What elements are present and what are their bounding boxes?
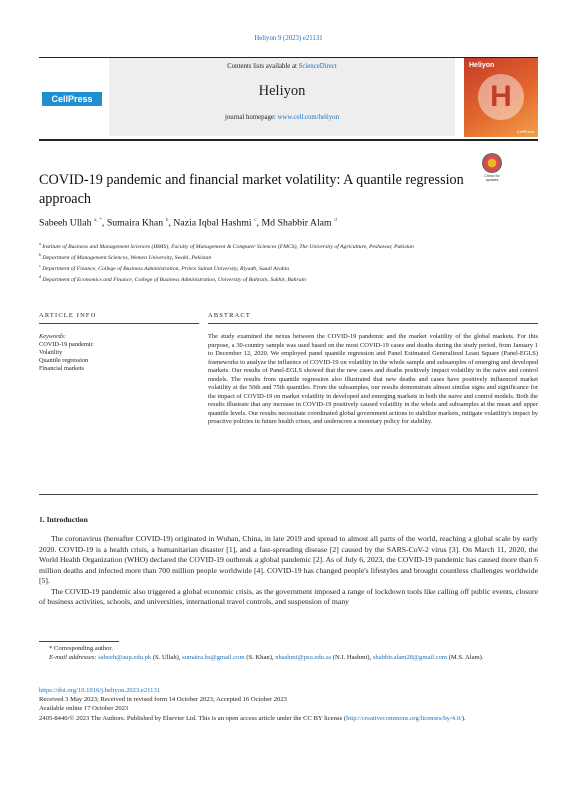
check-for-updates-button[interactable] — [478, 153, 506, 185]
affiliation-item: $^d$ Department of Economics and Finance, College of Business Administration, University of Bahrain, Sakhir, Bahrain — [39, 273, 306, 283]
received-dates: Received 3 May 2023; Received in revised form 14 October 2023; Accepted 16 October 2023 — [39, 696, 287, 704]
sciencedirect-link[interactable]: ScienceDirect — [298, 63, 337, 70]
abstract-rule — [208, 323, 538, 324]
journal-title: Heliyon — [258, 83, 306, 99]
keyword: COVID-19 pandemic — [39, 341, 94, 348]
journal-homepage: journal homepage: www.cell.com/heliyon — [225, 114, 339, 121]
available-online: Available online 17 October 2023 — [39, 705, 129, 713]
author-list: Sabeeh Ullah $^{a, *}$, Sumaira Khan $^b$, Nazia Iqbal Hashmi $^c$, Md Shabbir Alam $^d$ — [39, 217, 337, 229]
cover-footer: CellPress — [516, 129, 534, 134]
author-name[interactable]: Sumaira Khan — [106, 217, 164, 229]
article-title: COVID-19 pandemic and financial market volatility: A quantile regression approach — [39, 172, 464, 207]
keyword: Volatility — [39, 349, 63, 356]
cellpress-logo — [39, 62, 105, 135]
abstract-heading: ABSTRACT — [208, 312, 251, 319]
author-affil-sup[interactable]: a, * — [93, 217, 102, 223]
email-link[interactable]: nhashmi@psu.edu.sa — [275, 654, 332, 661]
bibliographic-info — [39, 686, 538, 723]
keyword: Financial markets — [39, 365, 84, 372]
author-name[interactable]: Nazia Iqbal Hashmi — [173, 217, 252, 229]
author-affil-sup[interactable]: b — [165, 217, 169, 223]
email-link[interactable]: sabeeh@aup.edu.pk — [98, 654, 152, 661]
cover-title: Heliyon — [469, 62, 495, 69]
keywords-label: Keywords: — [39, 333, 67, 340]
abstract-bottom-rule — [39, 494, 538, 495]
email-addresses: E-mail addresses: sabeeh@aup.edu.pk (S. Ullah), sumaira.bs@gmail.com (S. Khan), nhashmi@psu.edu.sa (N.I. Hashmi), shabbir.alam28@gmail.com (M.S. Alam). — [49, 654, 484, 661]
intro-paragraph: The COVID-19 pandemic also triggered a global economic crisis, as the government imposed a range of lockdown tools like calling off public events, closure of business activities, schools, and universities, international travel controls, and suspension of many — [39, 586, 538, 606]
article-info-rule — [39, 323, 199, 324]
corresponding-author-note: * Corresponding author. — [49, 645, 113, 652]
article-info-heading: ARTICLE INFO — [39, 312, 97, 319]
affiliation-item: $^b$ Department of Management Sciences, Women University, Swabi, Pakistan — [39, 251, 212, 261]
contents-availability: Contents lists available at ScienceDirect — [227, 63, 337, 70]
footnote-rule — [39, 641, 119, 642]
author-affil-sup[interactable]: c — [254, 217, 257, 223]
cover-letter: H — [490, 80, 512, 113]
author-name[interactable]: Sabeeh Ullah — [39, 217, 92, 229]
affiliation-item: $^a$ Institute of Business and Management Sciences (IBMS), Faculty of Management & Computer Sciences (FMCS), The University of Agriculture, Peshawar, Pakistan — [39, 241, 414, 250]
affiliation-item: $^c$ Department of Finance, College of Business Administration, Prince Sultan University, Riyadh, Saudi Arabia — [39, 262, 290, 272]
license-statement: 2405-8440/© 2023 The Authors. Published by Elsevier Ltd. This is an open access article under the CC BY license (http://creativecommons.org/licenses/by/4.0/). — [39, 714, 466, 722]
check-updates-icon — [482, 153, 502, 173]
keywords-block — [39, 333, 93, 373]
license-link[interactable]: http://creativecommons.org/licenses/by/4.0/ — [346, 714, 462, 722]
introduction-heading: 1. Introduction — [39, 515, 88, 524]
author-name[interactable]: Md Shabbir Alam — [261, 217, 332, 229]
footnotes — [39, 644, 538, 662]
cellpress-badge: CellPress — [42, 92, 102, 106]
masthead-bottom-rule — [39, 139, 538, 141]
email-link[interactable]: sumaira.bs@gmail.com — [182, 654, 245, 661]
email-link[interactable]: shabbir.alam28@gmail.com — [372, 654, 448, 661]
journal-reference[interactable]: Heliyon 9 (2023) e21131 — [254, 35, 323, 42]
doi-link[interactable]: https://doi.org/10.1016/j.heliyon.2023.e21131 — [39, 687, 161, 694]
author-affil-sup[interactable]: d — [334, 217, 337, 223]
abstract-text: The study examined the nexus between the COVID-19 pandemic and the market volatility of the global markets. For this purpose, a 30-country sample was used based on the most COVID-19 cases and deaths during the study period, from January 1 to December 12, 2020. We employed panel quantile regression and Panel Estimated Generalized Least Square (Panel-EGLS) frameworks to analyze the influence of COVID-19 on volatility in the whole sample and subsamples of emerging and developed markets. Our results of Panel-EGLS showed that the new cases and deaths positively impact volatility in the naive and control models. The results from quantile regression also illustrated that new deaths and cases have positively influenced market volatility at the 50th and 75th quantiles. From the subsamples, our results demonstrate almost similar signs and significance for the impact of COVID-19 on market volatility in developed and emerging markets in both the naive and control models. Both the results illustrate that any increase in COVID-19 positively caused volatility in the whole and subsamples at the mean and upper quantile levels. Our results necessitate coordinated global government actions to stabilize markets, mitigate volatility's impact by proactive policies in future health crises, and underscore a monetary policy for stability. — [208, 333, 538, 426]
affiliations — [39, 240, 538, 284]
introduction-body — [39, 534, 538, 608]
journal-info-box — [109, 58, 455, 136]
keyword: Quantile regression — [39, 357, 89, 364]
homepage-link[interactable]: www.cell.com/heliyon — [277, 114, 339, 121]
masthead — [39, 58, 538, 138]
journal-cover-image[interactable] — [464, 58, 538, 137]
intro-paragraph: The coronavirus (hereafter COVID-19) originated in Wuhan, China, in late 2019 and spread to almost all parts of the world, reaching a global scale by early 2020. COVID-19 is a health crisis, a humanitarian disaster [1], and a fast-spreading disease [2] caused by the SARS-CoV-2 virus [3]. On March 11, 2020, the World Health Organization (WHO) declared the COVID-19 outbreak a global pandemic [2]. As of July 6, 2023, the COVID-19 pandemic has caused more than 6 million deaths and infected more than 700 million people worldwide [4]. COVID-19 has changed people's lifestyles and brought countless challenges worldwide [5]. — [39, 534, 538, 585]
check-updates-label: Check for updates — [484, 174, 500, 183]
